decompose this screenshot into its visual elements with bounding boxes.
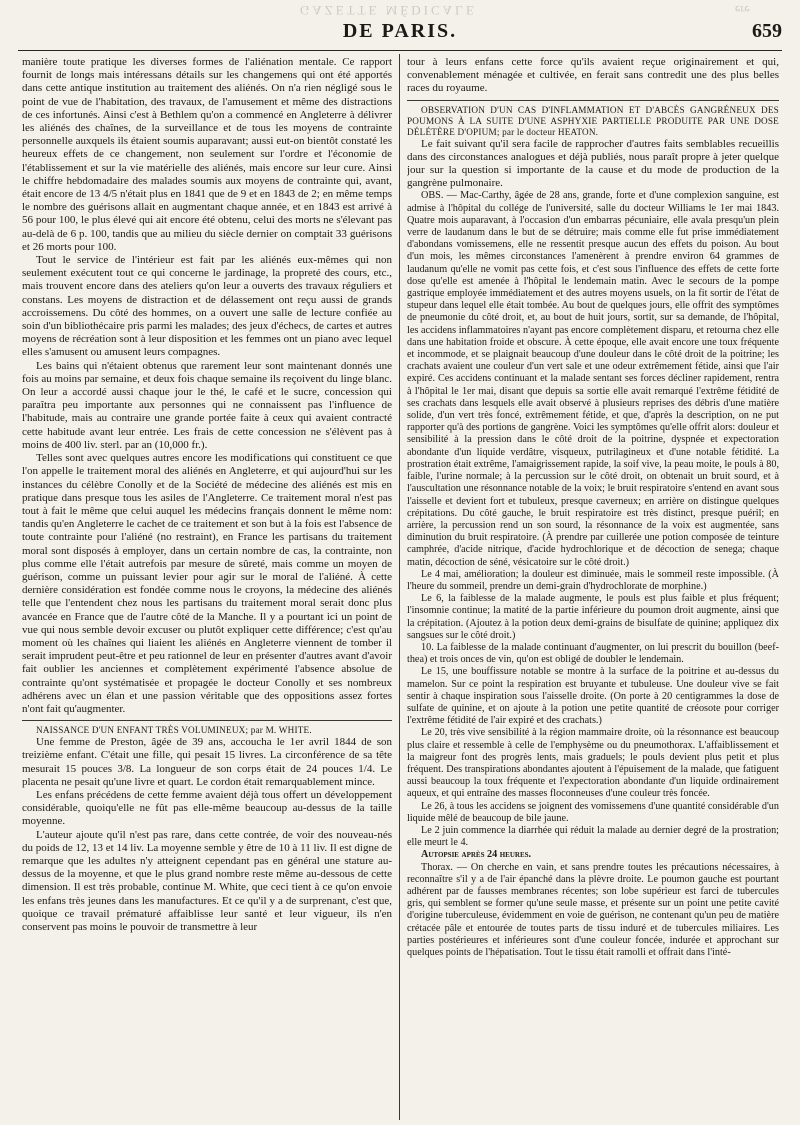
- right-paragraph-10: Le 2 juin commence la diarrhée qui réduit la malade au dernier degré de la prostration; elle meurt le 4.: [407, 824, 779, 849]
- left-paragraph-1: manière toute pratique les diverses formes de l'aliénation mentale. Ce rapport fournit de longs mais intéressans détails sur les changemens qui ont été apportés dans cette antique institution au traitement des aliénés. On n'a rien négligé sous le point de vue de l'habitation, des travaux, de l'amusement et même des distractions de ces infortunés. Ainsi c'est à Bethlem qu'on a commencé en Angleterre à délivrer les aliénés des chaînes, de la surveillance et de tous les moyens de contrainte personnelle auxquels ils étaient soumis auparavant; aussi eut-on bientôt constaté les heureux effets de ce changement, non seulement sur l'ordre et l'économie de l'établissement et sur la vie matérielle des aliénés, mais encore sur leur cure. Ainsi le chiffre hebdomadaire des malades soumis aux moyens de contrainte qui, avant, était encore de 13 4/5 n'était plus en 1841 que de 9 et en 1843 de 2; en même temps le nombre des guérisons allait en augmentant chaque année, et en 1843 est arrivé à 56 pour 100, le plus élevé qui ait encore été obtenu, celui des morts ne s'élevant pas au-delà de 6 p. 100, tandis que au milieu du siècle dernier on comptait 33 guérisons et 26 morts pour 100.: [22, 56, 392, 253]
- right-paragraph-5: Le 6, la faiblesse de la malade augmente, le pouls est plus faible et plus fréquent; l'insomnie continue; la matité de la partie inférieure du poumon droit augmente, ainsi que la crépitation. (Ajoutez à la potion deux demi-grains de bisulfate de quinine; appliquez dix sangsues sur le côté droit.): [407, 593, 779, 641]
- right-paragraph-2: Le fait suivant qu'il sera facile de rapprocher d'autres faits semblables recueillis dans des circonstances analogues et déjà publiés, nous paraît propre à jeter quelque jour sur la question si importante de la cause et du mode de production de la gangrène pulmonaire.: [407, 137, 779, 190]
- left-paragraph-5: Une femme de Preston, âgée de 39 ans, accoucha le 1er avril 1844 de son treizième enfant. C'était une fille, qui pesait 15 livres. La circonférence de sa tête mesurait 15 pouces 3/8. La longueur de son corps était de 24 pouces 1/4. Le placenta ne pesait qu'une livre et quart. Le cordon était remarquablement mince.: [22, 736, 392, 788]
- article-heading-white: NAISSANCE D'UN ENFANT TRÈS VOLUMINEUX; par M. WHITE.: [36, 725, 312, 736]
- column-divider: [399, 54, 400, 1120]
- section-separator: [407, 100, 779, 101]
- section-separator: [22, 720, 392, 721]
- right-paragraph-1: tour à leurs enfans cette force qu'ils avaient reçue originairement et qui, convenablement ménagée et cultivée, en ferait sans contredit une des plus belles races du royaume.: [407, 56, 779, 95]
- left-paragraph-6: Les enfans précédens de cette femme avaient déjà tous offert un développement considérable, quoiqu'elle ne fût pas elle-même beaucoup au-dessus de la taille moyenne.: [22, 788, 392, 828]
- bleed-through-header: GAZETTE MÉDICALE: [300, 3, 477, 18]
- page-header: [0, 0, 800, 58]
- right-paragraph-3: OBS. — Mac-Carthy, âgée de 28 ans, grande, forte et d'une complexion sanguine, est admise à l'hôpital du collége de l'université, salle du docteur Williams le 1er mai 1843. Quatre mois auparavant, à l'occasion d'un embarras pécuniaire, elle avala presqu'un plein verre de laudanum dans le but de se détruire; mais comme elle fut prise immédiatement d'abondans vomissemens, elle ne ressentit presque aucun des effets du poison. Au bout d'un mois, les mêmes circonstances l'amenèrent à prendre environ 64 grammes de laudanum qu'elle ne vomit pas cette fois, et c'est sous l'influence des effets de cette forte dose qu'elle est amenée à l'hôpital le lendemain matin. Avec le secours de la pompe gastrique employée immédiatement et des autres moyens usuels, on la fit sortir de l'état de stupeur dans lequel elle était tombée. Au bout de quelques jours, elle offrit des symptômes de pneumonie du côté droit, et, au bout de huit jours, sortit, sur sa demande, de l'hôpital, les accidens inflammatoires n'ayant pas encore complètement disparu, et retourna chez elle dans une habitation froide et obscure. À cette époque, elle avait encore une toux fréquente et incommode, et se plaignait beaucoup d'une douleur dans le côté droit de la poitrine; les crachats avaient une couleur d'un vert sale et une odeur extrêmement fétide, ainsi que l'air expiré. Ces accidens continuant et la malade sentant ses forces décliner rapidement, rentra à l'hôpital le 1er mai, disant que depuis sa sortie elle avait remarqué l'extrême fétidité de ses crachats dans lesquels elle avait observé à plusieurs reprises des débris d'une matière solide, d'un vert très foncé, extrêmement fétide, et que, d'après la description, on ne put rapporter qu'à des portions de gangrène. Voici les symptômes qu'elle offrit alors: douleur et sensibilité à la pression dans le côté droit de la poitrine, dyspnée et expectoration abondante d'un liquide verdâtre, visqueux, putrilagineux et d'une notable fétidité. La prostration était extrême, l'amaigrissement rapide, la soif vive, la peau moite, le pouls à 80, faible, l'urine normale; à la percussion sur le côté droit, on obtenait un bruit sourd, et à l'auscultation une résonnance notable de la voix; le bruit respiratoire s'entend en avant sous l'aisselle et devient fort et tubuleux, presque caverneux; en arrière on distingue quelques crépitations. Du côté gauche, le bruit respiratoire est très distinct, presque puéril; en arrière, la percussion rend un son sourd, la résonnance de la voix est augmentée, sans diminution du bruit respiratoire. (À prendre par cuillerée une potion composée de teinture camphrée, d'acide nitrique, d'acide hydrochlorique et de décoction de senega; chaque matin, décoction de séné, vésicatoire sur le côté droit.): [407, 190, 779, 568]
- left-paragraph-2: Tout le service de l'intérieur est fait par les aliénés eux-mêmes qui non seulement exécutent tout ce qui concerne le jardinage, la propreté des cours, etc., mais trouvent encore dans des ateliers qu'on leur a ouverts des travaux réguliers et constans. Les moyens de distraction et de délassement ont reçu aussi de grands accroissemens. Du côté des hommes, on a ouvert une salle de lecture confiée au soin d'un bibliothécaire pris parmi les malades; des jeux d'échecs, de cartes et autres moyens de récréation sont à leur disposition et les femmes ont un piano avec lequel elles s'amusent ou amusent leurs compagnes.: [22, 254, 392, 359]
- page-number: 659: [752, 20, 782, 42]
- header-rule: [18, 50, 782, 51]
- right-column: [407, 56, 779, 1118]
- right-paragraph-4: Le 4 mai, amélioration; la douleur est diminuée, mais le sommeil reste impossible. (À l'heure du sommeil, prendre un demi-grain d'hydrochlorate de morphine.): [407, 568, 779, 592]
- running-title: DE PARIS.: [342, 20, 458, 42]
- right-paragraph-8: Le 20, très vive sensibilité à la région mammaire droite, où la résonnance est beaucoup plus claire et ressemble à celle de l'emphysème ou du pneumothorax. L'affaiblissement et la maigreur font des progrès lents, mais graduels; le pouls devient plus petit et plus fréquent. Des transpirations abondantes ajoutent à l'épuisement de la malade, que fatiguent aussi beaucoup la toux fréquente et l'expectoration abondante d'un liquide ordinairement aqueux, et qui entraîne des masses floconneuses d'une couleur très foncée.: [407, 727, 779, 800]
- article-heading-heaton: OBSERVATION D'UN CAS D'INFLAMMATION ET D'ABCÈS GANGRÉNEUX DES POUMONS À LA SUITE D'UNE ASPHYXIE PARTIELLE PRODUITE PAR UNE DOSE DÉLÉTÈRE D'OPIUM; par le docteur HEATON.: [407, 104, 779, 137]
- right-paragraph-12: Thorax. — On cherche en vain, et sans prendre toutes les précautions nécessaires, à reconnaître s'il y a de l'air épanché dans la plèvre droite. Le poumon gauche est pourtant adhérent par de fausses membranes récentes; son lobe supérieur est farci de tubercules gris, qui semblent se former qu'une seule masse, et présente sur un point une petite cavité d'origine tuberculeuse, évidemment en voie de guérison, ne contenant qu'un peu de matière crétacée pâle et entourée de toutes parts de tissu induré et de tubercules miliaires. Les parties postérieures et inférieures sont d'une couleur foncée, indurée et approchant sur quelques points de l'hépatisation. Tout le tissu était ramolli et offrait dans l'inté-: [407, 861, 779, 959]
- right-paragraph-11: Autopsie après 24 heures.: [421, 849, 532, 861]
- left-paragraph-3: Les bains qui n'étaient obtenus que rarement leur sont maintenant donnés une fois au moins par semaine, et deux fois chaque semaine ils reçoivent du linge blanc. On leur a accordé aussi chaque jour le thé, le café et le sucre, concession qui paraîtra peu importante aux personnes qui ne connaissent pas l'influence de l'habitude, mais au contraire une grande portée faite à ceux qui avaient contracté cette habitude avant leur entrée. Les frais de cette concession ne s'élèvent pas à moins de 400 liv. sterl. par an (10,000 fr.).: [22, 359, 392, 451]
- bleed-through-number: ere: [735, 3, 750, 17]
- left-paragraph-4: Telles sont avec quelques autres encore les modifications qui constituent ce que l'on appelle le traitement moral des aliénés en Angleterre, et qui aujourd'hui sur les instances du célèbre Conolly et de la Société de médecine des aliénés est mis en pratique dans presque tous les asiles de l'Angleterre. Ce traitement moral n'est pas tout à fait le même que celui auquel les médecins français donnent le même nom: tandis qu'en Angleterre le cachet de ce traitement et son but à la fois est l'absence de toute contrainte pour l'aliéné (no restraint), en France les partisans du traitement moral sont disposés à employer, dans un certain nombre de cas, la contrainte, non plus comme elle l'était autrefois par mesure de sûreté, mais comme un moyen de guérison, comme un puissant levier pour agir sur le moral de l'aliéné. À cette dernière considération est fondée comme nous le croyons, la médecine des aliénés telle que l'entendent chez nous les partisans du traitement moral serait donc plus avancée en France que de l'autre côté de la Manche. Il y a pourtant ici un point de vue qui nous semble devoir excuser ou plutôt expliquer cette différence; c'est qu'au moment où les chaînes qui liaient les aliénés en Angleterre viennent de tomber il serait imprudent peut-être et peu rationnel de leur en présenter d'autres avant d'avoir fait oublier les anciennes et complètement expérimenté l'absence absolue de contrainte qu'ont systématisée et propagée le docteur Conolly et ses nombreux adhérens avec un élan et une passion véritable que des oppositions assez fortes n'ont fait qu'augmenter.: [22, 452, 392, 715]
- left-column: [22, 56, 392, 1118]
- left-paragraph-7: L'auteur ajoute qu'il n'est pas rare, dans cette contrée, de voir des nouveau-nés du poids de 12, 13 et 14 liv. La moyenne semble y être de 10 à 11 liv. Il est digne de remarque que les adultes n'y atteignent cependant pas en général une stature au-dessus de la moyenne, et que le plus grand nombre reste même au-dessous de cette dimension. Il est très probable, continue M. White, que ceci tient à ce qu'on envoie les enfans très jeunes dans les manufactures. Et ce qu'il y a de surprenant, c'est que, quoique ce travail prématuré affaiblisse leur santé et leur vigueur, ils n'en conservent pas moins le pouvoir de transmettre à leur: [22, 828, 392, 933]
- right-paragraph-7: Le 15, une bouffissure notable se montre à la surface de la poitrine et au-dessus du mamelon. Sur ce point la respiration est bruyante et tubuleuse. Une douleur vive se fait sentir à chaque inspiration sous l'aisselle droite. (On porte à 20 centigrammes la dose de sulfate de quinine, et on ajoute à la potion une petite quantité de créosote pour corriger l'extrême fétidité de l'air expiré et des crachats.): [407, 666, 779, 727]
- right-paragraph-6: 10. La faiblesse de la malade continuant d'augmenter, on lui prescrit du bouillon (beef-thea) et trois onces de vin, qu'on est obligé de doubler le lendemain.: [407, 641, 779, 666]
- right-paragraph-9: Le 26, à tous les accidens se joignent des vomissemens d'une quantité considérable d'un liquide mêlé de beaucoup de bile jaune.: [407, 800, 779, 824]
